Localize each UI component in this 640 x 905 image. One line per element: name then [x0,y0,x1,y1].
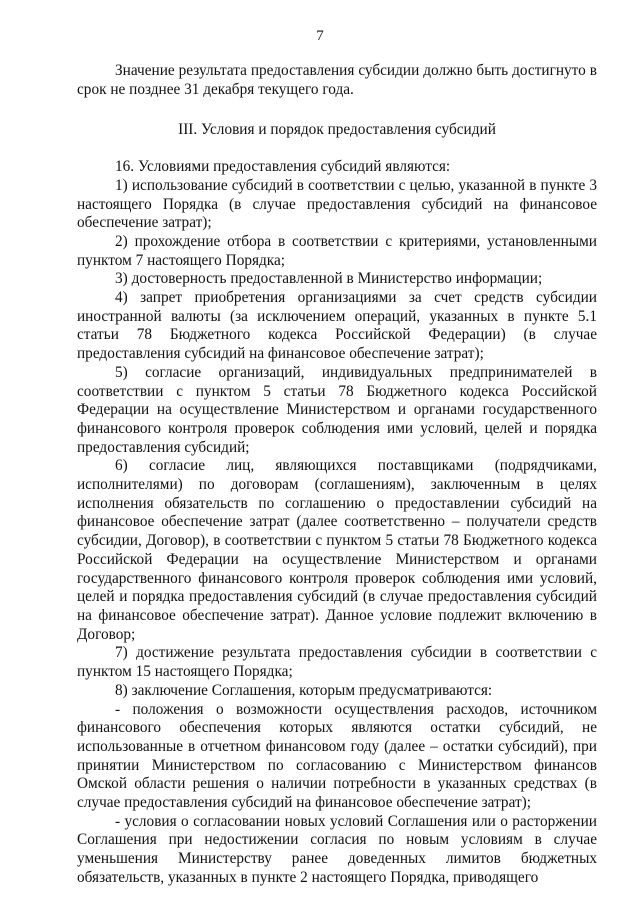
agreement-provision-1: - положения о возможности осуществления расходов, источником финансового обеспечения которых являются остатки субсидий, не использованные в отчетном финансовом году (далее – остатки субсидий), при принятии Министерством по согласованию с Министерством финансов Омской области решения о наличии потребности в указанных средствах (в случае предоставления субсидий на финансовое обеспечение затрат); [77,700,597,812]
page-number: 7 [316,28,324,44]
condition-5: 5) согласие организаций, индивидуальных предпринимателей в соответствии с пунктом 5 статьи 78 Бюджетного кодекса Российской Федерации на осуществление Министерством и органами государственного финансового контроля проверок соблюдения ими условий, целей и порядка предоставления субсидий; [77,363,597,456]
section-title: III. Условия и порядок предоставления субсидий [178,121,496,139]
document-body [77,62,597,888]
condition-8: 8) заключение Соглашения, которым предусматриваются: [115,681,493,699]
condition-3: 3) достоверность предоставленной в Министерство информации; [115,270,543,288]
agreement-provision-2: - условия о согласовании новых условий Соглашения или о расторжении Соглашения при недостижении согласия по новым условиям в случае уменьшения Министерству ранее доведенных лимитов бюджетных обязательств, указанных в пункте 2 настоящего Порядка, приводящего [77,812,597,886]
intro-paragraph: Значение результата предоставления субсидии должно быть достигнуто в срок не позднее 31 декабря текущего года. [77,62,597,98]
paragraph-16: 16. Условиями предоставления субсидий являются: [115,158,451,176]
condition-2: 2) прохождение отбора в соответствии с критериями, установленными пунктом 7 настоящего Порядка; [77,232,597,269]
condition-7: 7) достижение результата предоставления субсидии в соответствии с пунктом 15 настоящего Порядка; [77,644,597,681]
condition-4: 4) запрет приобретения организациями за счет средств субсидии иностранной валюты (за исключением операций, указанных в пункте 5.1 статьи 78 Бюджетного кодекса Российской Федерации) (в случае предоставления субсидий на финансовое обеспечение затрат); [77,289,597,363]
condition-1: 1) использование субсидий в соответствии с целью, указанной в пункте 3 настоящего Порядка (в случае предоставления субсидий на финансовое обеспечение затрат); [77,176,597,232]
condition-6: 6) согласие лиц, являющихся поставщиками (подрядчиками, исполнителями) по договорам (соглашениям), заключенным в целях исполнения обязательств по соглашению о предоставлении субсидий на финансовое обеспечение затрат (далее соответственно – получатели средств субсидии, Договор), в соответствии с пунктом 5 статьи 78 Бюджетного кодекса Российской Федерации на осуществление Министерством и органами государственного финансового контроля проверок соблюдения ими условий, целей и порядка предоставления субсидий (в случае предоставления субсидий на финансовое обеспечение затрат). Данное условие подлежит включению в Договор; [77,457,597,643]
